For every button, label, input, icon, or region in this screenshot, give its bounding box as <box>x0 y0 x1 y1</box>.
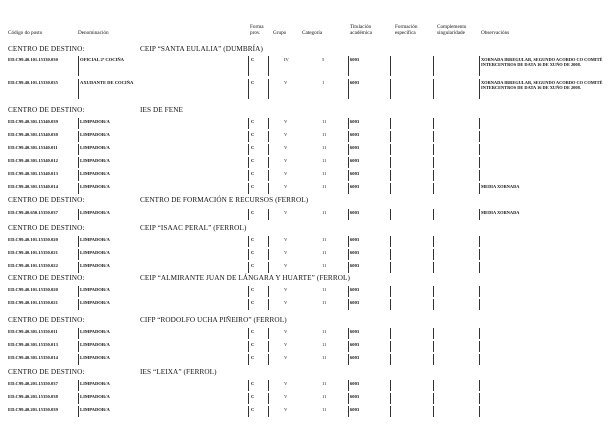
column-divider <box>433 131 434 142</box>
post-grupo: V <box>284 407 288 412</box>
column-divider <box>479 406 480 417</box>
column-divider <box>78 328 79 339</box>
column-divider <box>390 157 391 168</box>
post-grupo: V <box>284 250 288 255</box>
column-divider <box>433 157 434 168</box>
column-divider <box>78 56 79 76</box>
post-categoria: 11 <box>322 237 327 242</box>
column-divider <box>348 380 349 391</box>
post-denomination: AXUDANTE DE COCIÑA <box>80 80 134 85</box>
post-denomination: LIMPADOR/A <box>80 145 110 150</box>
post-titulacion: 6003 <box>350 145 360 150</box>
column-divider <box>248 157 249 168</box>
column-divider <box>433 406 434 417</box>
post-categoria: 11 <box>322 263 327 268</box>
column-divider <box>390 118 391 129</box>
column-divider <box>268 170 269 181</box>
post-forma: C <box>251 184 255 189</box>
column-divider <box>248 262 249 273</box>
post-grupo: V <box>284 132 288 137</box>
post-observations: XORNADA IRREGULAR, SEGUNDO ACORDO CO COMITÉ INTERCENTROS DE DATA 16 DE XUÑO DE 2008. <box>481 80 603 90</box>
post-grupo: V <box>284 263 288 268</box>
post-categoria: 11 <box>322 171 327 176</box>
post-categoria: 11 <box>322 158 327 163</box>
column-divider <box>248 341 249 352</box>
column-divider <box>479 299 480 310</box>
post-categoria: 11 <box>322 355 327 360</box>
column-divider <box>479 341 480 352</box>
post-code: ED.C99.40.101.15350.021 <box>8 300 58 305</box>
post-code: ED.C99.40.101.15350.021 <box>8 250 58 255</box>
column-divider <box>433 209 434 220</box>
post-titulacion: 6003 <box>350 287 360 292</box>
post-forma: C <box>251 158 255 163</box>
column-divider <box>268 56 269 76</box>
column-divider <box>479 286 480 297</box>
column-divider <box>248 286 249 297</box>
column-divider <box>479 170 480 181</box>
column-divider <box>268 157 269 168</box>
column-divider <box>390 131 391 142</box>
column-divider <box>433 249 434 260</box>
column-divider <box>78 131 79 142</box>
post-forma: C <box>251 381 255 386</box>
post-grupo: V <box>284 329 288 334</box>
column-divider <box>433 170 434 181</box>
column-divider <box>479 118 480 129</box>
post-code: ED.C99.40.201.15350.038 <box>8 394 58 399</box>
post-denomination: LIMPADOR/A <box>80 158 110 163</box>
column-divider <box>433 183 434 194</box>
post-grupo: V <box>284 394 288 399</box>
column-divider <box>268 118 269 129</box>
column-divider <box>78 341 79 352</box>
column-divider <box>390 236 391 247</box>
post-categoria: 11 <box>322 210 327 215</box>
post-code: ED.C99.40.301.15340.039 <box>8 119 58 124</box>
header-complemento-2: singularidade <box>437 30 465 36</box>
post-categoria: 11 <box>322 329 327 334</box>
column-divider <box>268 286 269 297</box>
section-name: CENTRO DE FORMACIÓN E RECURSOS (FERROL) <box>140 196 309 204</box>
column-divider <box>433 299 434 310</box>
column-divider <box>479 262 480 273</box>
column-divider <box>248 299 249 310</box>
column-divider <box>268 262 269 273</box>
post-grupo: V <box>284 210 288 215</box>
header-prov: prov. <box>250 30 261 36</box>
column-divider <box>390 380 391 391</box>
post-forma: C <box>251 250 255 255</box>
column-divider <box>479 183 480 194</box>
post-code: ED.C99.40.650.15350.037 <box>8 210 58 215</box>
section-label: CENTRO DE DESTINO: <box>8 316 85 324</box>
column-divider <box>348 118 349 129</box>
column-divider <box>348 393 349 404</box>
column-divider <box>390 183 391 194</box>
column-divider <box>479 354 480 365</box>
column-divider <box>78 157 79 168</box>
post-code: ED.C99.40.301.15340.012 <box>8 158 58 163</box>
column-divider <box>248 393 249 404</box>
column-divider <box>268 209 269 220</box>
column-divider <box>248 144 249 155</box>
post-denomination: LIMPADOR/A <box>80 171 110 176</box>
column-divider <box>390 144 391 155</box>
column-divider <box>268 236 269 247</box>
post-forma: C <box>251 57 255 62</box>
post-forma: C <box>251 394 255 399</box>
post-forma: C <box>251 300 255 305</box>
post-code: ED.C99.40.301.15340.030 <box>8 132 58 137</box>
column-divider <box>433 144 434 155</box>
post-denomination: LIMPADOR/A <box>80 184 110 189</box>
post-grupo: V <box>284 145 288 150</box>
section-label: CENTRO DE DESTINO: <box>8 274 85 282</box>
column-divider <box>268 341 269 352</box>
column-divider <box>268 393 269 404</box>
column-divider <box>78 236 79 247</box>
header-formacion-1: Formación <box>395 24 418 30</box>
column-divider <box>248 79 249 99</box>
column-divider <box>479 131 480 142</box>
column-divider <box>390 249 391 260</box>
column-divider <box>390 209 391 220</box>
post-titulacion: 6003 <box>350 394 360 399</box>
column-divider <box>348 262 349 273</box>
post-denomination: LIMPADOR/A <box>80 407 110 412</box>
column-divider <box>78 144 79 155</box>
column-divider <box>348 79 349 99</box>
column-divider <box>433 393 434 404</box>
post-code: ED.C99.40.201.15350.037 <box>8 381 58 386</box>
post-forma: C <box>251 355 255 360</box>
section-label: CENTRO DE DESTINO: <box>8 368 85 376</box>
column-divider <box>348 328 349 339</box>
column-divider <box>390 56 391 76</box>
column-divider <box>390 354 391 365</box>
post-titulacion: 6003 <box>350 237 360 242</box>
column-divider <box>248 131 249 142</box>
column-divider <box>348 286 349 297</box>
column-divider <box>78 354 79 365</box>
post-forma: C <box>251 263 255 268</box>
post-categoria: 5 <box>322 57 325 62</box>
column-divider <box>390 328 391 339</box>
post-denomination: LIMPADOR/A <box>80 263 110 268</box>
column-divider <box>248 354 249 365</box>
post-code: ED.C99.40.301.15350.011 <box>8 329 58 334</box>
column-divider <box>348 170 349 181</box>
post-denomination: LIMPADOR/A <box>80 250 110 255</box>
column-divider <box>78 79 79 99</box>
post-code: ED.C99.40.301.15340.014 <box>8 184 58 189</box>
header-categoria: Categoría <box>302 30 323 36</box>
post-code: ED.C99.40.101.15330.030 <box>8 57 58 62</box>
post-denomination: LIMPADOR/A <box>80 237 110 242</box>
header-formacion-2: específica <box>395 30 416 36</box>
column-divider <box>433 79 434 99</box>
column-divider <box>433 354 434 365</box>
column-divider <box>348 144 349 155</box>
section-name: IES DE FENE <box>140 106 184 114</box>
post-titulacion: 6003 <box>350 263 360 268</box>
column-divider <box>78 249 79 260</box>
post-forma: C <box>251 210 255 215</box>
column-divider <box>248 170 249 181</box>
post-denomination: LIMPADOR/A <box>80 329 110 334</box>
post-grupo: V <box>284 171 288 176</box>
header-denominacion: Denominación <box>78 30 109 36</box>
header-codigo: Código do posto <box>8 30 43 36</box>
column-divider <box>348 299 349 310</box>
post-titulacion: 6003 <box>350 184 360 189</box>
column-divider <box>248 209 249 220</box>
post-code: ED.C99.40.201.15350.039 <box>8 407 58 412</box>
post-code: ED.C99.40.301.15340.013 <box>8 171 58 176</box>
column-divider <box>348 236 349 247</box>
section-name: CEIP “SANTA EULALIA” (DUMBRÍA) <box>140 45 263 53</box>
column-divider <box>390 262 391 273</box>
column-divider <box>78 262 79 273</box>
column-divider <box>479 380 480 391</box>
column-divider <box>348 157 349 168</box>
header-observacions: Observacións <box>481 30 510 36</box>
post-denomination: LIMPADOR/A <box>80 394 110 399</box>
column-divider <box>479 144 480 155</box>
column-divider <box>433 380 434 391</box>
post-titulacion: 6003 <box>350 407 360 412</box>
section-name: IES “LEIXA” (FERROL) <box>140 368 217 376</box>
post-denomination: LIMPADOR/A <box>80 355 110 360</box>
column-divider <box>348 56 349 76</box>
post-code: ED.C99.40.101.15350.022 <box>8 263 58 268</box>
column-divider <box>348 406 349 417</box>
column-divider <box>268 299 269 310</box>
post-categoria: 11 <box>322 119 327 124</box>
post-grupo: V <box>284 355 288 360</box>
section-label: CENTRO DE DESTINO: <box>8 196 85 204</box>
column-divider <box>433 262 434 273</box>
post-denomination: LIMPADOR/A <box>80 210 110 215</box>
post-forma: C <box>251 329 255 334</box>
column-divider <box>348 354 349 365</box>
post-denomination: LIMPADOR/A <box>80 132 110 137</box>
column-divider <box>248 236 249 247</box>
column-divider <box>248 183 249 194</box>
column-divider <box>268 354 269 365</box>
header-complemento-1: Complemento <box>437 24 467 30</box>
post-titulacion: 6003 <box>350 210 360 215</box>
column-divider <box>348 183 349 194</box>
column-divider <box>78 299 79 310</box>
section-name: CEIP “ALMIRANTE JUAN DE LÁNGARA Y HUARTE” (FERROL) <box>140 274 350 282</box>
post-code: ED.C99.40.301.15340.011 <box>8 145 58 150</box>
post-titulacion: 6003 <box>350 57 360 62</box>
section-label: CENTRO DE DESTINO: <box>8 224 85 232</box>
post-forma: C <box>251 132 255 137</box>
post-categoria: 11 <box>322 250 327 255</box>
column-divider <box>390 299 391 310</box>
post-categoria: 11 <box>322 184 327 189</box>
column-divider <box>268 406 269 417</box>
post-forma: C <box>251 342 255 347</box>
post-forma: C <box>251 171 255 176</box>
post-denomination: LIMPADOR/A <box>80 119 110 124</box>
column-divider <box>78 286 79 297</box>
column-divider <box>390 393 391 404</box>
post-forma: C <box>251 237 255 242</box>
column-divider <box>78 183 79 194</box>
column-divider <box>348 209 349 220</box>
column-divider <box>78 209 79 220</box>
post-grupo: V <box>284 184 288 189</box>
post-code: ED.C99.40.101.15350.020 <box>8 287 58 292</box>
column-divider <box>479 56 480 76</box>
column-divider <box>268 183 269 194</box>
header-forma: Forma <box>250 24 264 30</box>
post-categoria: 11 <box>322 381 327 386</box>
column-divider <box>78 406 79 417</box>
post-grupo: V <box>284 158 288 163</box>
post-titulacion: 6003 <box>350 132 360 137</box>
post-code: ED.C99.40.301.15350.014 <box>8 355 58 360</box>
column-divider <box>268 131 269 142</box>
post-forma: C <box>251 407 255 412</box>
column-divider <box>390 341 391 352</box>
post-denomination: LIMPADOR/A <box>80 287 110 292</box>
post-categoria: 1 <box>322 80 325 85</box>
post-categoria: 11 <box>322 407 327 412</box>
section-label: CENTRO DE DESTINO: <box>8 45 85 53</box>
post-grupo: V <box>284 119 288 124</box>
column-divider <box>390 286 391 297</box>
column-divider <box>78 170 79 181</box>
column-divider <box>248 380 249 391</box>
post-categoria: 11 <box>322 342 327 347</box>
post-categoria: 11 <box>322 287 327 292</box>
column-divider <box>479 393 480 404</box>
post-grupo: V <box>284 342 288 347</box>
column-divider <box>248 249 249 260</box>
header-grupo: Grupo <box>273 30 287 36</box>
post-denomination: LIMPADOR/A <box>80 381 110 386</box>
post-titulacion: 6003 <box>350 80 360 85</box>
post-forma: C <box>251 80 255 85</box>
header-titulacion-2: académica <box>350 30 372 36</box>
post-denomination: LIMPADOR/A <box>80 300 110 305</box>
column-divider <box>433 341 434 352</box>
post-titulacion: 6003 <box>350 381 360 386</box>
column-divider <box>78 393 79 404</box>
column-divider <box>479 328 480 339</box>
section-name: CEIP “ISAAC PERAL” (FERROL) <box>140 224 247 232</box>
post-forma: C <box>251 287 255 292</box>
column-divider <box>78 380 79 391</box>
post-grupo: IV <box>284 57 289 62</box>
column-divider <box>248 118 249 129</box>
post-forma: C <box>251 119 255 124</box>
column-divider <box>390 406 391 417</box>
post-categoria: 11 <box>322 132 327 137</box>
column-divider <box>248 406 249 417</box>
column-divider <box>433 328 434 339</box>
column-divider <box>348 341 349 352</box>
column-divider <box>78 118 79 129</box>
post-observations: MEDIA XORNADA <box>481 184 520 189</box>
column-divider <box>390 79 391 99</box>
post-titulacion: 6003 <box>350 300 360 305</box>
post-categoria: 11 <box>322 145 327 150</box>
column-divider <box>348 249 349 260</box>
post-titulacion: 6003 <box>350 329 360 334</box>
column-divider <box>479 236 480 247</box>
post-titulacion: 6003 <box>350 171 360 176</box>
column-divider <box>248 328 249 339</box>
post-titulacion: 6003 <box>350 250 360 255</box>
column-divider <box>268 144 269 155</box>
column-divider <box>433 236 434 247</box>
column-divider <box>479 249 480 260</box>
post-grupo: V <box>284 381 288 386</box>
column-divider <box>479 157 480 168</box>
post-titulacion: 6003 <box>350 119 360 124</box>
post-observations: MEDIA XORNADA <box>481 210 520 215</box>
column-divider <box>268 249 269 260</box>
post-titulacion: 6003 <box>350 355 360 360</box>
column-divider <box>268 328 269 339</box>
column-divider <box>479 79 480 99</box>
header-titulacion-1: Titulación <box>350 24 372 30</box>
column-divider <box>390 170 391 181</box>
post-titulacion: 6003 <box>350 342 360 347</box>
post-grupo: V <box>284 300 288 305</box>
column-divider <box>268 380 269 391</box>
post-categoria: 11 <box>322 300 327 305</box>
section-label: CENTRO DE DESTINO: <box>8 106 85 114</box>
post-grupo: V <box>284 80 288 85</box>
column-divider <box>433 118 434 129</box>
post-observations: XORNADA IRREGULAR, SEGUNDO ACORDO CO COMITÉ INTERCENTROS DE DATA 16 DE XUÑO DE 2008. <box>481 57 603 67</box>
post-forma: C <box>251 145 255 150</box>
section-name: CIFP “RODOLFO UCHA PIÑEIRO” (FERROL) <box>140 316 287 324</box>
post-grupo: V <box>284 287 288 292</box>
post-titulacion: 6003 <box>350 158 360 163</box>
post-code: ED.C99.40.101.15330.035 <box>8 80 58 85</box>
column-divider <box>348 131 349 142</box>
post-code: ED.C99.40.301.15350.013 <box>8 342 58 347</box>
column-divider <box>268 79 269 99</box>
column-divider <box>479 209 480 220</box>
post-grupo: V <box>284 237 288 242</box>
post-categoria: 11 <box>322 394 327 399</box>
post-code: ED.C99.40.101.15350.020 <box>8 237 58 242</box>
column-divider <box>433 286 434 297</box>
column-divider <box>433 56 434 76</box>
post-denomination: OFICIAL 2ª COCIÑA <box>80 57 125 62</box>
column-divider <box>248 56 249 76</box>
post-denomination: LIMPADOR/A <box>80 342 110 347</box>
